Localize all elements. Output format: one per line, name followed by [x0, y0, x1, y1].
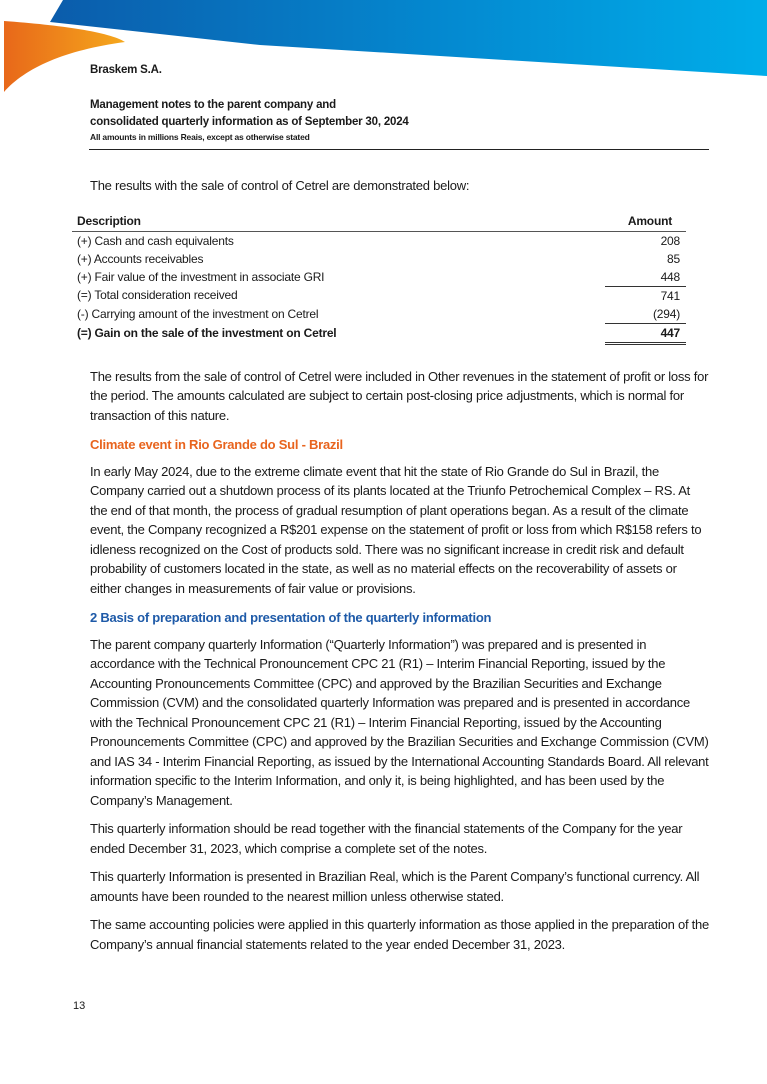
climate-event-paragraph: In early May 2024, due to the extreme climate event that hit the state of Rio Grande do Sul in Brazil, the Company carried out a shutdown process of its plants located at the Triunfo Petrochemical Complex – RS. At the end of that month, the process of gradual resumption of plant operations began. As a result of the climate event, the Company recognized a R$201 expense on the statement of profit or loss from which R$158 refers to idleness recognized on the Cost of products sold. There was no significant increase in credit risk and default probability of customers located in the state, as well as no material effects on the recoverability of assets or either changes in measurements of fair value or provisions.: [90, 463, 702, 596]
report-title-line1: Management notes to the parent company and: [90, 99, 336, 111]
report-subtitle: All amounts in millions Reais, except as otherwise stated: [90, 132, 310, 142]
row-amount: 447: [605, 323, 686, 343]
row-description: (+) Fair value of the investment in associate GRI: [77, 269, 325, 284]
row-amount: 448: [660, 269, 680, 284]
column-header-description: Description: [72, 213, 605, 232]
column-header-amount: Amount: [605, 213, 686, 232]
row-amount: 85: [667, 251, 680, 266]
report-title-line2: consolidated quarterly information as of September 30, 2024: [90, 116, 409, 128]
row-description: (=) Total consideration received: [77, 288, 238, 303]
basis-paragraph-1: The parent company quarterly Information (“Quarterly Information”) was prepared and is presented in accordance with the Technical Pronouncement CPC 21 (R1) – Interim Financial Reporting, issued by the Accounting Pronouncements Committee (CPC) and approved by the Brazilian Securities and Exchange Commission (CVM) and the consolidated quarterly Information was prepared and is presented in accordance with the Technical Pronouncement CPC 21 (R1) – Interim Financial Reporting, issued by the Accounting Pronouncements Committee (CPC) and approved by the Brazilian Securities and Exchange Commission (CVM) and IAS 34 - Interim Financial Reporting, as issued by the International Accounting Standards Board. All relevant information specific to the Interim Information, and only it, is being highlighted, and has been used by the Company’s Management.: [90, 636, 709, 808]
table-header-row: [72, 213, 686, 232]
row-description: (+) Cash and cash equivalents: [77, 233, 234, 248]
row-amount: (294): [652, 306, 680, 321]
table-row-subtotal: [72, 286, 686, 305]
page-content: [77, 176, 710, 954]
row-amount: 741: [605, 286, 686, 305]
table-row: [72, 268, 686, 287]
document-header: [90, 64, 710, 143]
row-amount: 208: [660, 233, 680, 248]
section-heading-climate-event: Climate event in Rio Grande do Sul - Brazil: [90, 437, 343, 452]
table-row-total: [72, 323, 686, 343]
basis-paragraph-3: This quarterly Information is presented in Brazilian Real, which is the Parent Company’s functional currency. All amounts have been rounded to the nearest million unless otherwise stated.: [90, 869, 700, 904]
page-number: 13: [73, 1000, 86, 1012]
table-row: [72, 231, 686, 250]
cetrel-sale-results-table: [72, 213, 686, 345]
table-intro: The results with the sale of control of Cetrel are demonstrated below:: [90, 178, 470, 193]
section-heading-basis-of-preparation: 2 Basis of preparation and presentation of the quarterly information: [90, 610, 492, 625]
basis-paragraph-4: The same accounting policies were applied in this quarterly information as those applied in the preparation of the Company’s annual financial statements related to the year ended December 31, 2023.: [90, 917, 709, 952]
row-description: (=) Gain on the sale of the investment on Cetrel: [77, 326, 337, 340]
basis-paragraph-2: This quarterly information should be read together with the financial statements of the Company for the year ended December 31, 2023, which comprise a complete set of the notes.: [90, 821, 683, 856]
paragraph-after-table: The results from the sale of control of Cetrel were included in Other revenues in the statement of profit or loss for the period. The amounts calculated are subject to certain post-closing price adjustments, which is normal for transaction of this nature.: [90, 368, 709, 423]
header-divider: [89, 149, 709, 150]
company-name: Braskem S.A.: [90, 64, 162, 76]
table-row: [72, 250, 686, 268]
table-row: [72, 305, 686, 324]
row-description: (+) Accounts receivables: [77, 251, 204, 266]
row-description: (-) Carrying amount of the investment on Cetrel: [77, 306, 319, 321]
